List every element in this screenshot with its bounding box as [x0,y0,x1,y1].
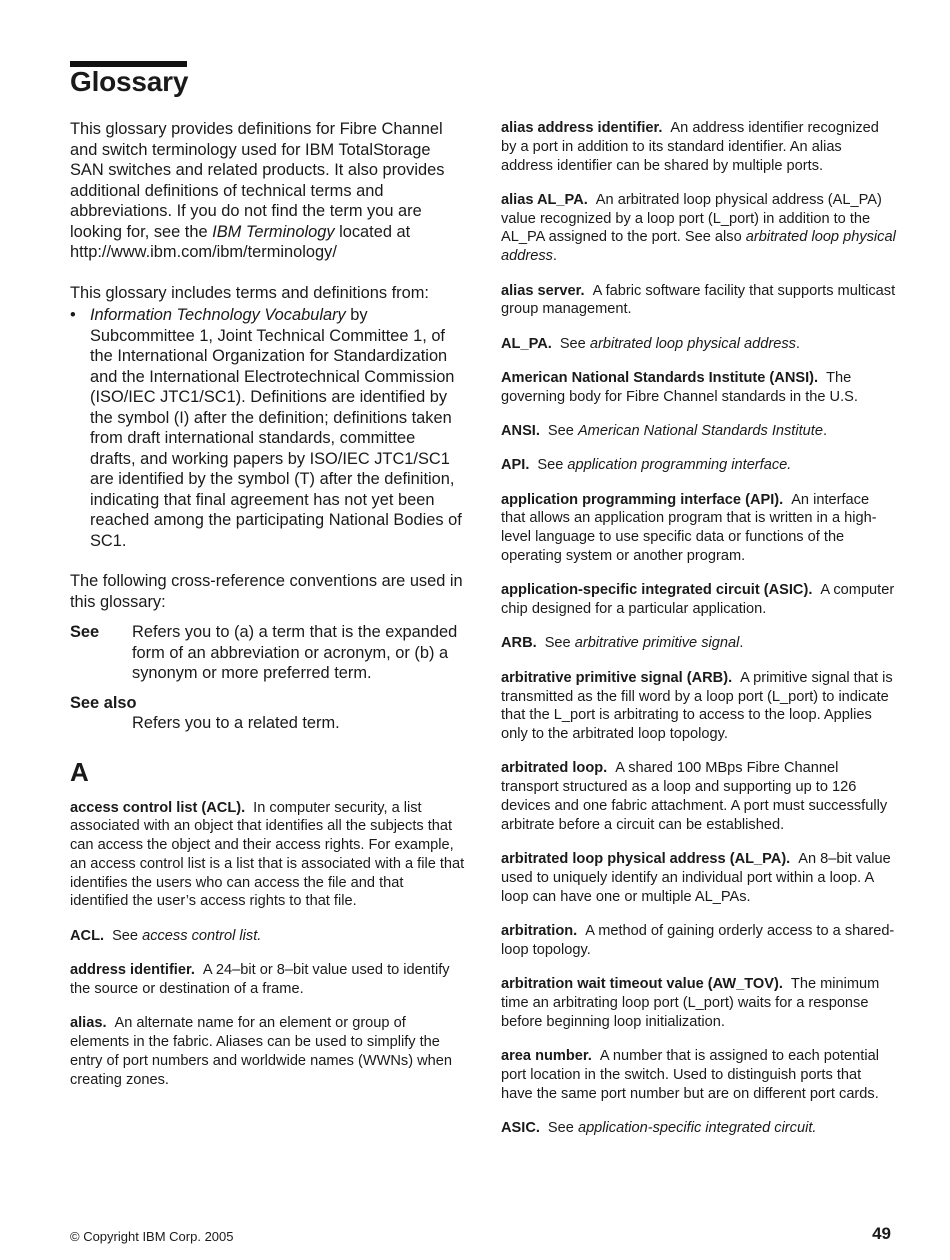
entry-definition: An arbitrated loop physical address (AL_PA) value recognized by a loop port (L_port) in addition to the AL_PA assigned to the port. See also [501,191,882,246]
entry-cross-reference: application-specific integrated circuit. [577,1119,817,1136]
entry-term: alias server. [501,282,585,299]
entry-term: alias. [70,1015,107,1032]
glossary-entry [501,669,896,744]
entry-definition: An address identifier recognized by a port in addition to its standard identifier. An alias address identifier can be shared by multiple ports. [501,120,879,174]
entry-see: See [112,927,143,944]
intro-text: This glossary provides definitions for Fibre Channel and switch terminology used for IBM TotalStorage SAN switches and related products. It also provides additional definitions of technical terms and abbreviations. If you do not find the term you are looking for, see the [70,120,445,241]
section-letter: A [70,756,89,787]
entry-cross-reference: American National Standards Institute [577,423,823,440]
intro-paragraph [70,119,465,263]
convention-see-also [70,693,465,734]
glossary-entry [501,369,896,407]
entry-definition: In computer security, a list associated with an object that identifies all the subjects that can access the object and their access rights. For example, an access control list is a list that is associated with a file that identifies the users who can access the file and that identified the user’s access rights to that file. [70,799,465,910]
glossary-entry [70,799,465,912]
entry-see: See [547,423,578,440]
glossary-entry [501,922,896,960]
glossary-entry [70,927,465,946]
entry-definition: An alternate name for an element or group of elements in the fabric. Aliases can be used to simplify the entry of port numbers and worldwide names (WWNs) when creating zones. [70,1015,453,1088]
entry-term: address identifier. [70,962,195,979]
left-glossary-entries [70,799,465,1090]
entry-term: ANSI. [501,423,540,440]
entry-term: arbitration. [501,923,578,939]
bullet-icon: • [70,306,76,324]
entry-definition: A computer chip designed for a particular application. [501,582,895,618]
entry-term: arbitrated loop. [501,760,608,777]
convention-definition: Refers you to a related term. [132,714,340,732]
entry-definition: The minimum time an arbitrating loop port (L_port) waits for a response before beginning loop initialization. [501,976,880,1030]
intro-italic-ref: IBM Terminology [212,222,335,241]
glossary-entry [501,456,896,475]
source-description: by Subcommittee 1, Joint Technical Committee 1, of the International Organization for Standardization and the International Electrotechnical Commission (ISO/IEC JTC1/SC1). Definitions are identified by the symbol (I) after the definition; definitions taken from draft international standards, committee drafts, and working papers by ISO/IEC JTC1/SC1 are identified by the symbol (T) after the definition, indicating that final agreement has not yet been reached among the participating National Bodies of SC1. [90,306,462,550]
entry-cross-reference: arbitrated loop physical address [501,229,896,265]
entry-term: arbitrative primitive signal (ARB). [501,669,733,686]
entry-see: See [547,1119,578,1136]
entry-term: API. [501,457,530,474]
page-number: 49 [872,1224,891,1243]
entry-cross-reference: arbitrated loop physical address [589,335,796,352]
entry-term: American National Standards Institute (ANSI). [501,369,819,386]
entry-term: access control list (ACL). [70,799,246,816]
glossary-entry [501,422,896,441]
glossary-entry [501,335,896,354]
glossary-entry [501,191,896,266]
glossary-intro [70,119,465,734]
right-column [501,119,896,1153]
entry-definition: The governing body for Fibre Channel standards in the U.S. [501,369,858,405]
entry-term: alias address identifier. [501,120,663,136]
glossary-entry [70,1014,465,1089]
glossary-entry [501,581,896,619]
entry-punctuation: . [795,335,800,352]
glossary-entry [501,1047,896,1103]
glossary-entry [501,759,896,834]
entry-term: ASIC. [501,1119,540,1136]
entry-term: arbitration wait timeout value (AW_TOV). [501,976,783,993]
entry-term: arbitrated loop physical address (AL_PA). [501,851,791,868]
entry-definition: A shared 100 MBps Fibre Channel transport structured as a loop and supporting up to 126 devices and one fabric attachment. A port must successfully arbitrate before a circuit can be established. [501,760,888,833]
entry-punctuation: . [822,423,827,440]
entry-term: ARB. [501,635,537,652]
glossary-entry [70,961,465,999]
glossary-entry [501,491,896,566]
glossary-entry [501,1119,896,1138]
entry-term: ACL. [70,927,105,944]
entry-definition: A 24–bit or 8–bit value used to identify the source or destination of a frame. [70,962,450,997]
entry-cross-reference: application programming interface. [567,457,792,474]
entry-definition: A number that is assigned to each potential port location in the switch. Used to distinguish ports that have the same port number but are on different port cards. [501,1047,879,1102]
sources-paragraph: This glossary includes terms and definitions from: [70,283,429,302]
entry-see: See [559,335,590,352]
entry-definition: An interface that allows an application program that is written in a high-level language to use specific data or functions of the operating system or another program. [501,491,877,565]
sources-list [70,305,465,551]
entry-term: area number. [501,1047,592,1064]
page-title: Glossary [70,66,189,97]
glossary-entry [501,282,896,320]
entry-cross-reference: access control list. [142,927,262,944]
entry-definition: A fabric software facility that supports multicast group management. [501,282,896,318]
entry-see: See [537,457,568,474]
glossary-entry [501,634,896,653]
entry-definition: An 8–bit value used to uniquely identify an individual port within a loop. A loop can have one or multiple AL_PAs. [501,851,891,905]
convention-term: See also [70,693,137,712]
intro-text-url: located at http://www.ibm.com/ibm/terminology/ [70,222,411,261]
left-column [70,119,465,1105]
convention-definition: Refers you to (a) a term that is the expanded form of an abbreviation or acronym, or (b) a synonym or more preferred term. [132,623,458,682]
entry-term: alias AL_PA. [501,191,588,208]
entry-cross-reference: arbitrative primitive signal [574,635,740,652]
list-item [70,305,465,551]
entry-term: application programming interface (API). [501,491,784,508]
entry-term: AL_PA. [501,335,552,352]
entry-term: application-specific integrated circuit (ASIC). [501,582,813,599]
conventions-paragraph: The following cross-reference conventions are used in this glossary: [70,572,463,611]
entry-definition: A primitive signal that is transmitted as the fill word by a loop port (L_port) to indicate that the L_port is arbitrating to access to the loop. Applies only to the arbitrated loop topology. [501,669,893,743]
source-title: Information Technology Vocabulary [90,306,346,324]
glossary-entry [501,975,896,1031]
entry-punctuation: . [552,248,557,265]
entry-definition: A method of gaining orderly access to a shared-loop topology. [501,923,895,958]
footer-copyright: © Copyright IBM Corp. 2005 [70,1229,234,1244]
entry-see: See [544,635,575,652]
convention-see [70,622,465,684]
convention-term: See [70,623,100,641]
glossary-entry [501,850,896,906]
entry-punctuation: . [739,635,744,652]
glossary-entry [501,119,896,175]
